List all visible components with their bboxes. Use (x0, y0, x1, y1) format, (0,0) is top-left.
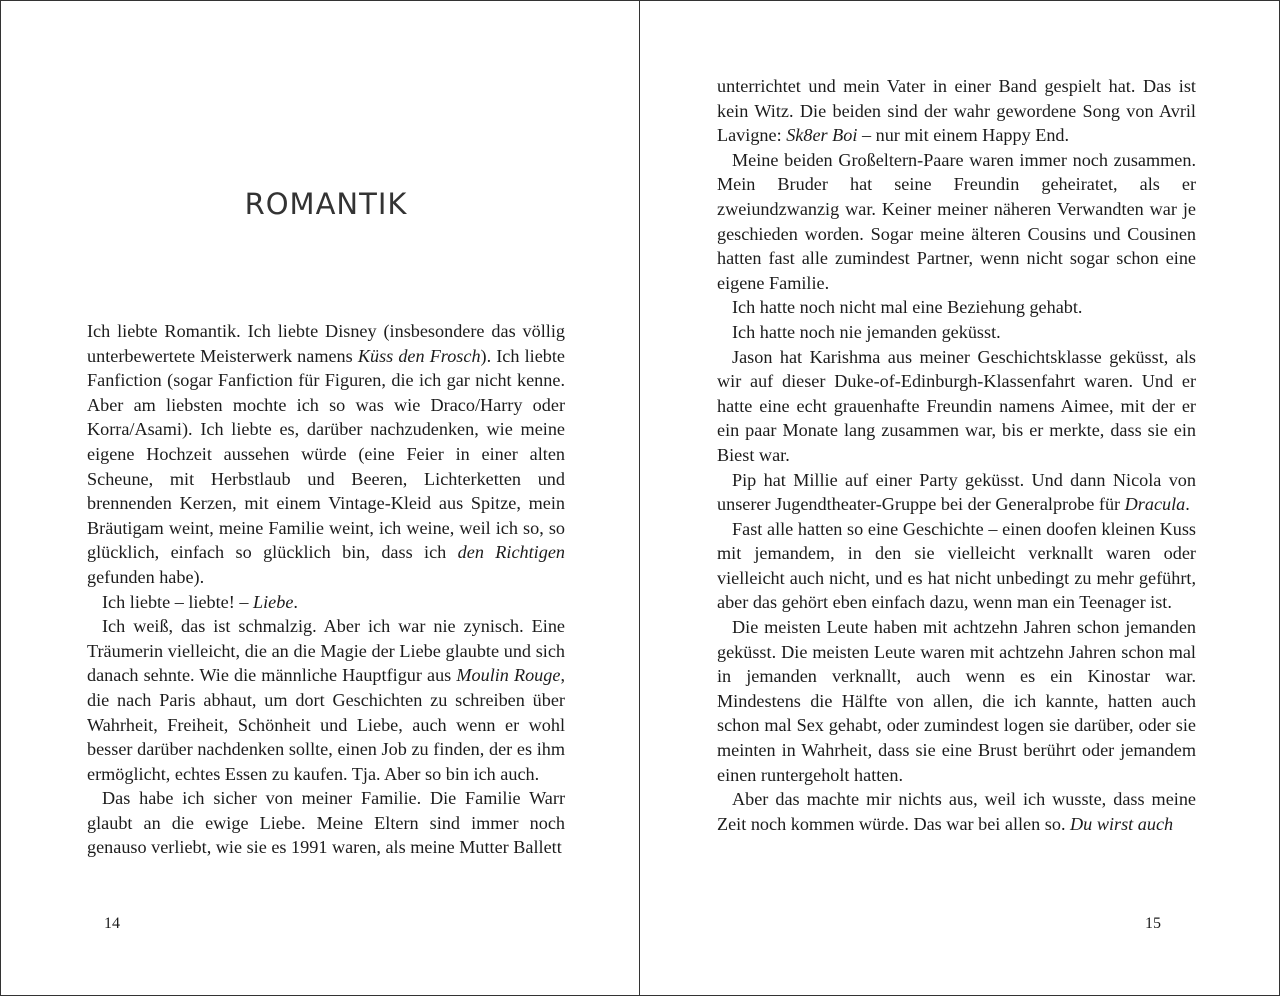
paragraph (717, 295, 1196, 320)
paragraph (717, 787, 1196, 836)
page-number: 15 (1145, 915, 1161, 932)
left-page-text (87, 319, 565, 860)
text-run: Ich hatte noch nie jemanden geküsst. (732, 321, 1001, 342)
paragraph (87, 614, 565, 786)
right-page-text (717, 74, 1196, 836)
page-number: 14 (104, 915, 120, 932)
text-run: . (293, 591, 298, 612)
paragraph (717, 517, 1196, 615)
text-run: Meine beiden Großeltern-Paare waren immer noch zusammen. Mein Bruder hat seine Freundin geheiratet, als er zweiundzwanzig war. Keiner meiner näheren Verwandten war je geschieden worden. Sogar meine älteren Cousins und Cousinen hatten fast alle zumindest Partner, wenn nicht sogar schon eine eigene Familie. (717, 149, 1196, 293)
text-run: Das habe ich sicher von meiner Familie. Die Familie Warr glaubt an die ewige Liebe. Meine Eltern sind immer noch genauso verliebt, wie sie es 1991 waren, als meine Mutter Ballett (87, 788, 565, 858)
italic-phrase: Du wirst auch (1070, 813, 1174, 834)
text-run: Jason hat Karishma aus meiner Geschichtsklasse geküsst, als wir auf dieser Duke-of-Edinburgh-Klassenfahrt waren. Und er hatte eine echt grauenhafte Freundin namens Aimee, mit der er ein paar Monate lang zusammen war, bis er merkte, dass sie ein Biest war. (717, 346, 1196, 465)
text-run: , die nach Paris abhaut, um dort Geschichten zu schreiben über Wahrheit, Freiheit, Schönheit und Liebe, auch wenn er wohl besser darüber nachdenken sollte, einen Job zu finden, der es ihm ermöglicht, echtes Essen zu kaufen. Tja. Aber so bin ich auch. (87, 665, 565, 784)
text-run: . (1185, 494, 1190, 515)
text-run: Ich liebte – liebte! – (102, 591, 253, 612)
text-run: Die meisten Leute haben mit achtzehn Jahren schon jemanden geküsst. Die meisten Leute waren mit achtzehn Jahren schon mal in jemanden verknallt, auch wenn es ein Kinostar war. Mindestens die Hälfte von allen, die ich kannte, hatten auch schon mal Sex gehabt, oder zumindest logen sie darüber, oder sie meinten in Wahrheit, dass sie eine Brust berührt oder jemandem einen runtergeholt hatten. (717, 617, 1196, 785)
text-run: – nur mit einem Happy End. (857, 125, 1070, 146)
text-run: Fast alle hatten so eine Geschichte – einen doofen kleinen Kuss mit jemandem, in den sie vielleicht verknallt waren oder vielleicht auch nicht, und es hat nicht unbedingt zu mehr geführt, aber das gehört eben einfach dazu, wenn man ein Teenager ist. (717, 518, 1196, 613)
paragraph (717, 320, 1196, 345)
text-run: unterrichtet und mein Vater in einer Band gespielt hat. Das ist kein Witz. Die beiden sind der wahr gewordene Song von Avril Lavigne: (717, 76, 1196, 146)
italic-title: Sk8er Boi (786, 125, 858, 146)
text-run: ). Ich liebte Fanfiction (sogar Fanfiction für Figuren, die ich gar nicht kenne. Aber am liebsten mochte ich so was wie Draco/Harry oder Korra/Asami). Ich liebte es, darüber nachzudenken, wie meine eigene Hochzeit aussehen würde (eine Feier in einer alten Scheune, mit Herbstlaub und Beeren, Lichterketten und brennenden Kerzen, mit einem Vintage-Kleid aus Spitze, mein Bräutigam weint, meine Familie weint, ich weine, weil ich so, so glücklich, einfach so glücklich bin, dass ich (87, 345, 565, 563)
paragraph (717, 615, 1196, 787)
paragraph (87, 786, 565, 860)
paragraph (717, 148, 1196, 296)
text-run: gefunden habe). (87, 566, 205, 587)
text-run: Ich weiß, das ist schmalzig. Aber ich war nie zynisch. Eine Träumerin vielleicht, die an die Magie der Liebe glaubte und sich danach sehnte. Wie die männliche Hauptfigur aus (87, 616, 565, 686)
paragraph (87, 590, 565, 615)
right-page (640, 1, 1279, 995)
text-run: Aber das machte mir nichts aus, weil ich wusste, dass meine Zeit noch kommen würde. Das war bei allen so. (717, 789, 1196, 834)
italic-title: Küss den Frosch (357, 345, 481, 366)
text-run: Ich liebte Romantik. Ich liebte Disney (insbesondere das völlig unterbewertete Meisterwerk namens (87, 321, 565, 366)
italic-title: Moulin Rouge (456, 665, 561, 686)
paragraph (717, 468, 1196, 517)
italic-title: Dracula (1124, 494, 1186, 515)
italic-phrase: Liebe (253, 591, 294, 612)
left-page (1, 1, 640, 995)
text-run: Pip hat Millie auf einer Party geküsst. Und dann Nicola von unserer Jugendtheater-Gruppe bei der Generalprobe für (717, 469, 1196, 515)
paragraph (87, 319, 565, 590)
paragraph (717, 345, 1196, 468)
paragraph (717, 74, 1196, 148)
text-run: Ich hatte noch nicht mal eine Beziehung gehabt. (732, 297, 1083, 318)
chapter-title: ROMANTIK (244, 187, 408, 221)
italic-phrase: den Richtigen (457, 542, 565, 563)
